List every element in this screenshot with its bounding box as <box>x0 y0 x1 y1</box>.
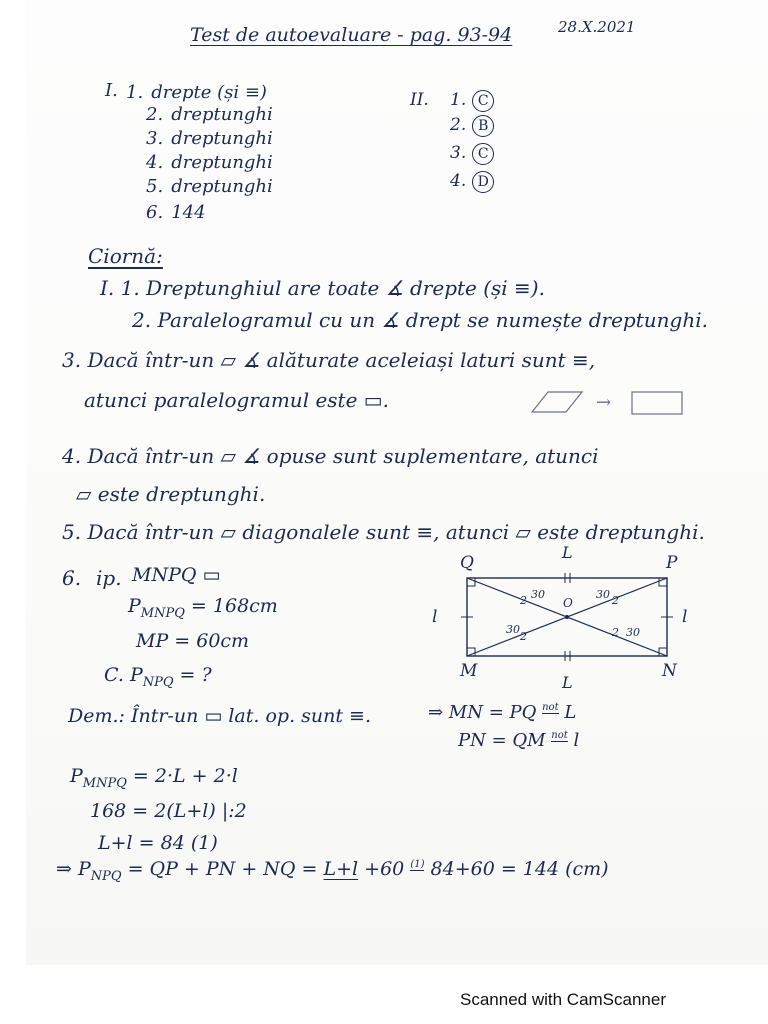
part1-answer-row <box>146 152 273 173</box>
equation-divide: 168 = 2(L+l) |:2 <box>90 800 247 822</box>
part1-answer-row <box>146 176 273 197</box>
draft-line-1: I. 1. Dreptunghiul are toate ∡ drepte (și ≡). <box>100 276 545 300</box>
problem6-number: 6. <box>62 566 82 590</box>
draft-line-3: 3. Dacă într-un ▱ ∡ alăturate aceleiași laturi sunt ≡, <box>62 348 596 372</box>
part2-answer-circled-letter: C <box>472 90 494 112</box>
side-label-top: L <box>562 543 573 562</box>
vertex-q: Q <box>460 553 474 573</box>
scanner-watermark: Scanned with CamScanner <box>460 990 667 1009</box>
demonstration-text: Dem.: Într-un ▭ lat. op. sunt ≡. <box>68 705 372 727</box>
part1-answer-number: 5. <box>146 176 164 197</box>
vertex-n: N <box>662 661 677 681</box>
part1-answer-text: dreptunghi <box>171 176 273 197</box>
part2-answer-circled-letter: D <box>472 171 494 193</box>
draft-line-5: 4. Dacă într-un ▱ ∡ opuse sunt suplementare, atunci <box>62 444 599 468</box>
segment-label-4: 2 <box>612 626 619 639</box>
segment-label-3: 2 <box>520 630 527 643</box>
part1-answer-text: 144 <box>171 202 206 223</box>
part1-answer-row <box>146 104 273 125</box>
part1-answer-number: 1. <box>126 82 144 103</box>
part2-answer-row <box>450 143 494 165</box>
part1-answer-row <box>146 202 206 223</box>
sketch-parallelogram-to-rectangle <box>520 388 690 418</box>
vertex-p: P <box>666 553 678 573</box>
draft-line-4: atunci paralelogramul este ▭. <box>84 388 390 412</box>
draft-line-2: 2. Paralelogramul cu un ∡ drept se numește dreptunghi. <box>132 308 708 332</box>
part1-answer-text: dreptunghi <box>171 152 273 173</box>
angle-label-1: 30 <box>531 588 545 601</box>
equation-sum: L+l = 84 (1) <box>98 832 218 854</box>
angle-label-2: 30 <box>596 588 610 601</box>
draft-heading: Ciornă: <box>88 244 163 268</box>
part2-answer-number: 1. <box>450 90 467 110</box>
center-point <box>565 615 569 619</box>
part1-answer-row <box>146 128 273 149</box>
problem6-ip: ip. <box>96 566 122 590</box>
part1-answer-number: 2. <box>146 104 164 125</box>
final-result: ⇒ $P_{NPQ}$ = QP + PN + NQ = L+l +60 (1) 84+60 = 144 (cm) <box>56 858 609 884</box>
segment-label-1: 2 <box>520 594 527 607</box>
segment-label-2: 2 <box>612 594 619 607</box>
vertex-m: M <box>460 661 478 681</box>
part2-answer-number: 3. <box>450 143 467 163</box>
worksheet-title: Test de autoevaluare - pag. 93-94 <box>190 24 513 46</box>
angle-label-3: 30 <box>506 623 520 636</box>
side-label-left: l <box>432 607 438 627</box>
part2-answer-row <box>450 90 494 112</box>
implication-pn-qm: PN = QM not l <box>458 730 580 751</box>
part2-answer-number: 2. <box>450 115 467 135</box>
part2-answer-row <box>450 115 494 137</box>
part1-answer-number: 3. <box>146 128 164 149</box>
part1-numeral: I. <box>105 80 118 101</box>
part1-answer-text: dreptunghi <box>171 104 273 125</box>
part2-answer-number: 4. <box>450 171 467 191</box>
problem6-conclusion: C. $P_{NPQ}$ = ? <box>104 664 212 690</box>
draft-line-6: ▱ este dreptunghi. <box>76 482 266 506</box>
sketch-arrow: → <box>596 392 612 413</box>
problem6-perimeter: $P_{MNPQ} = 168cm$ <box>128 595 278 621</box>
equation-perimeter: $P_{MNPQ} = 2\cdot L + 2\cdot l$ <box>70 765 238 791</box>
part2-answer-row <box>450 171 494 193</box>
implication-mn-pq: ⇒ MN = PQ not L <box>428 702 577 723</box>
part1-answer-number: 4. <box>146 152 164 173</box>
part1-answer-number: 6. <box>146 202 164 223</box>
part2-answer-circled-letter: C <box>472 143 494 165</box>
part1-answer-text: dreptunghi <box>171 128 273 149</box>
side-label-right: l <box>682 607 688 627</box>
worksheet-date: 28.X.2021 <box>558 18 636 36</box>
part2-numeral: II. <box>410 90 429 110</box>
problem6-diagonal: MP = 60cm <box>136 630 250 652</box>
side-label-bottom: L <box>562 673 573 692</box>
angle-label-4: 30 <box>626 626 640 639</box>
rectangle-diagram <box>430 540 700 690</box>
problem6-hypothesis-shape: MNPQ ▭ <box>132 564 221 586</box>
center-label: O <box>563 596 573 610</box>
sketch-rectangle <box>632 392 682 414</box>
sketch-parallelogram <box>532 392 582 412</box>
part2-answer-circled-letter: B <box>472 115 494 137</box>
part1-answer-text: drepte (și ≡) <box>151 82 267 103</box>
draft-line-7: 5. Dacă într-un ▱ diagonalele sunt ≡, atunci ▱ este dreptunghi. <box>62 520 705 544</box>
part1-answer-row <box>126 82 267 103</box>
